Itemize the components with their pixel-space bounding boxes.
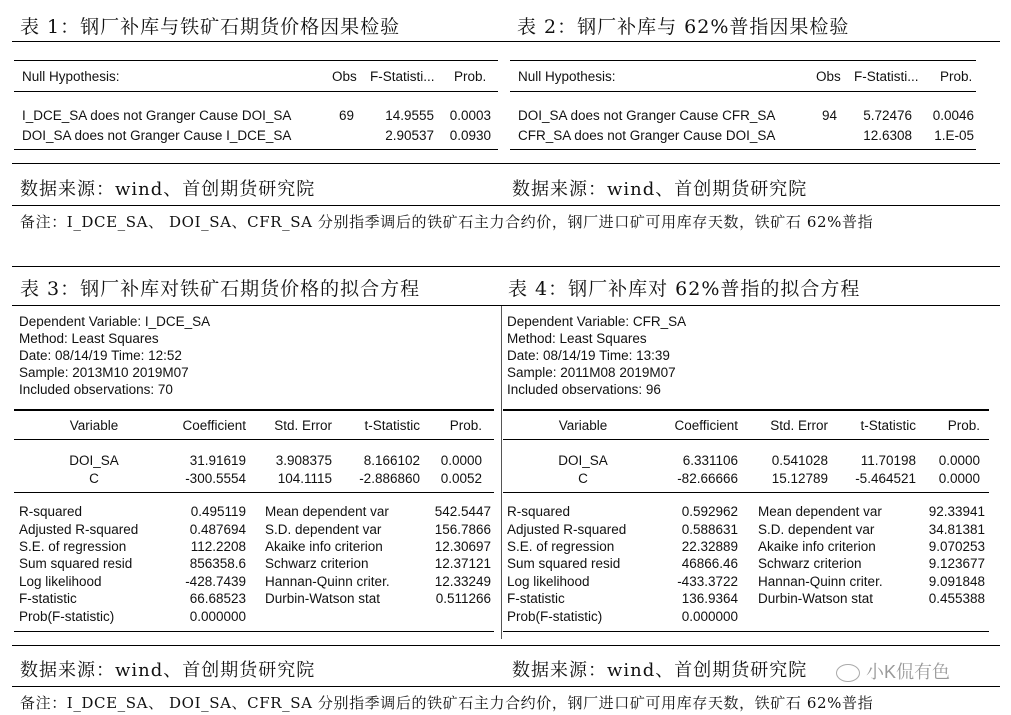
t2-header-hypothesis: Null Hypothesis: (518, 69, 616, 84)
watermark-text: 小K侃有色 (866, 662, 951, 682)
t3-row1-coef: 31.91619 (189, 453, 246, 468)
t4-stat-value: 9.070253 (928, 539, 985, 554)
t4-row2-stderr: 15.12789 (771, 471, 828, 486)
t4-stat-value: -433.3722 (677, 574, 738, 589)
t3-info-method: Method: Least Squares (19, 331, 159, 346)
t3-stat-label: Sum squared resid (19, 556, 133, 571)
table4 (503, 308, 989, 638)
t3-stat-value: 0.495119 (190, 504, 246, 519)
t4-stat-value: 0.000000 (681, 609, 738, 624)
t1-header-prob: Prob. (454, 69, 487, 84)
source-bottom-right: 数据来源：wind、首创期货研究院 (512, 660, 808, 681)
t4-row1-coef: 6.331106 (682, 453, 738, 468)
t1-header-hypothesis: Null Hypothesis: (22, 69, 120, 84)
table3 (14, 308, 494, 638)
t3-row1-stderr: 3.908375 (275, 453, 332, 468)
t1-row2-prob: 0.0930 (449, 128, 491, 143)
t4-stat-value: 9.091848 (928, 574, 985, 589)
t4-stat-value: 0.455388 (928, 591, 985, 606)
t1-header-obs: Obs (332, 69, 357, 84)
t2-row1-hypothesis: DOI_SA does not Granger Cause CFR_SA (518, 108, 776, 123)
t4-stat-label: Schwarz criterion (758, 556, 862, 571)
t3-stat-value: 156.7866 (434, 522, 491, 537)
t3-stat-value: 66.68523 (189, 591, 246, 606)
t3-stat-label: F-statistic (19, 591, 77, 606)
t1-header-fstat: F-Statisti... (370, 69, 435, 84)
t4-header-prob: Prob. (947, 418, 980, 433)
note-top: 备注：I_DCE_SA、 DOI_SA、CFR_SA 分别指季调后的铁矿石主力合约价，钢厂进口矿可用库存天数，铁矿石 62%普指 (20, 213, 874, 231)
source-bottom-left: 数据来源：wind、首创期货研究院 (20, 660, 316, 681)
t3-stat-value: 12.30697 (434, 539, 491, 554)
t3-stat-value: -428.7439 (185, 574, 246, 589)
t3-stat-label: S.E. of regression (19, 539, 127, 554)
t4-header-variable: Variable (558, 418, 608, 433)
t2-row1-obs: 94 (821, 108, 837, 123)
t3-info-dependent: Dependent Variable: I_DCE_SA (19, 314, 211, 329)
t3-info-obs: Included observations: 70 (19, 382, 173, 397)
table2 (510, 60, 976, 156)
t3-header-stderr: Std. Error (274, 418, 332, 433)
source-top-left: 数据来源：wind、首创期货研究院 (20, 179, 316, 200)
t2-header-prob: Prob. (940, 69, 973, 84)
t4-info-obs: Included observations: 96 (507, 382, 661, 397)
t3-row2-tstat: -2.886860 (359, 471, 420, 486)
t3-stat-label: Prob(F-statistic) (19, 609, 115, 624)
t4-stat-value: 0.588631 (681, 522, 738, 537)
t3-stat-value: 12.37121 (434, 556, 491, 571)
t4-row1-variable: DOI_SA (558, 453, 608, 468)
t3-header-coef: Coefficient (182, 418, 246, 433)
t3-row2-variable: C (89, 471, 99, 486)
t4-stat-value: 46866.46 (681, 556, 738, 571)
t4-stat-label: Hannan-Quinn criter. (758, 574, 883, 589)
t4-row2-tstat: -5.464521 (855, 471, 916, 486)
source-top-right: 数据来源：wind、首创期货研究院 (512, 179, 808, 200)
t3-stat-value: 112.2208 (190, 539, 246, 554)
t1-row2-fstat: 2.90537 (385, 128, 434, 143)
title-divider (12, 41, 1000, 42)
table1 (14, 60, 498, 156)
t3-header-prob: Prob. (449, 418, 482, 433)
t4-stat-value: 34.81381 (928, 522, 985, 537)
t3-row1-prob: 0.0000 (440, 453, 482, 468)
t4-info-dependent: Dependent Variable: CFR_SA (507, 314, 687, 329)
t4-stat-label: Durbin-Watson stat (758, 591, 874, 606)
t3-row1-tstat: 8.166102 (363, 453, 420, 468)
t1-row1-hypothesis: I_DCE_SA does not Granger Cause DOI_SA (22, 108, 292, 123)
t4-row2-prob: 0.0000 (938, 471, 980, 486)
t4-header-stderr: Std. Error (770, 418, 828, 433)
t3-stat-label: Adjusted R-squared (19, 522, 139, 537)
t4-stat-label: Prob(F-statistic) (507, 609, 603, 624)
t3-info-sample: Sample: 2013M10 2019M07 (19, 365, 189, 380)
t3-info-date: Date: 08/14/19 Time: 12:52 (19, 348, 182, 363)
t2-header-obs: Obs (816, 69, 841, 84)
t3-stat-label: S.D. dependent var (265, 522, 382, 537)
t1-row1-obs: 69 (338, 108, 354, 123)
t3-stat-label: Hannan-Quinn criter. (265, 574, 390, 589)
t2-row1-fstat: 5.72476 (863, 108, 912, 123)
t4-stat-label: F-statistic (507, 591, 565, 606)
t4-stat-value: 0.592962 (681, 504, 738, 519)
t4-info-date: Date: 08/14/19 Time: 13:39 (507, 348, 670, 363)
t4-stat-label: Sum squared resid (507, 556, 621, 571)
t4-stat-label: Adjusted R-squared (507, 522, 627, 537)
t4-info-method: Method: Least Squares (507, 331, 647, 346)
t4-header-coef: Coefficient (674, 418, 738, 433)
t4-stat-label: S.D. dependent var (758, 522, 875, 537)
table4-title: 表 4：钢厂补库对 62%普指的拟合方程 (508, 278, 861, 300)
t3-stat-value: 0.511266 (435, 591, 491, 606)
table1-title: 表 1：钢厂补库与铁矿石期货价格因果检验 (20, 16, 401, 38)
t3-stat-value: 0.000000 (189, 609, 246, 624)
t3-row1-variable: DOI_SA (69, 453, 119, 468)
t3-stat-label: R-squared (19, 504, 83, 519)
t4-stat-label: Akaike info criterion (758, 539, 876, 554)
t4-row2-coef: -82.66666 (677, 471, 738, 486)
t4-info-sample: Sample: 2011M08 2019M07 (507, 365, 676, 380)
t2-row1-prob: 0.0046 (932, 108, 974, 123)
t2-row2-hypothesis: CFR_SA does not Granger Cause DOI_SA (518, 128, 776, 143)
t1-row2-hypothesis: DOI_SA does not Granger Cause I_DCE_SA (22, 128, 292, 143)
t3-stat-value: 12.33249 (434, 574, 491, 589)
t3-stat-value: 0.487694 (189, 522, 246, 537)
t4-stat-label: R-squared (507, 504, 571, 519)
t4-stat-label: Mean dependent var (758, 504, 882, 519)
t3-stat-label: Log likelihood (19, 574, 102, 589)
t3-row2-coef: -300.5554 (185, 471, 246, 486)
t4-stat-value: 92.33941 (928, 504, 985, 519)
t3-stat-value: 856358.6 (189, 556, 246, 571)
t1-row1-prob: 0.0003 (449, 108, 491, 123)
t2-row2-fstat: 12.6308 (863, 128, 912, 143)
t4-row1-tstat: 11.70198 (860, 453, 916, 468)
t3-header-tstat: t-Statistic (364, 418, 420, 433)
t4-row1-prob: 0.0000 (938, 453, 980, 468)
table2-title: 表 2：钢厂补库与 62%普指因果检验 (517, 16, 850, 38)
t2-header-fstat: F-Statisti... (854, 69, 919, 84)
t1-row1-fstat: 14.9555 (385, 108, 434, 123)
t4-stat-value: 9.123677 (928, 556, 985, 571)
t4-header-tstat: t-Statistic (860, 418, 916, 433)
t4-stat-value: 136.9364 (681, 591, 738, 606)
t3-header-variable: Variable (69, 418, 119, 433)
watermark (836, 658, 950, 684)
t3-stat-label: Mean dependent var (265, 504, 389, 519)
table3-title: 表 3：钢厂补库对铁矿石期货价格的拟合方程 (20, 278, 421, 300)
t4-stat-label: S.E. of regression (507, 539, 615, 554)
t3-stat-label: Schwarz criterion (265, 556, 369, 571)
t3-stat-label: Akaike info criterion (265, 539, 383, 554)
t3-row2-stderr: 104.1115 (277, 471, 332, 486)
t4-row1-stderr: 0.541028 (771, 453, 828, 468)
t4-stat-label: Log likelihood (507, 574, 590, 589)
t3-row2-prob: 0.0052 (440, 471, 482, 486)
t4-row2-variable: C (578, 471, 588, 486)
wechat-icon (836, 664, 860, 682)
t3-stat-value: 542.5447 (434, 504, 491, 519)
t3-stat-label: Durbin-Watson stat (265, 591, 381, 606)
note-bottom: 备注：I_DCE_SA、 DOI_SA、CFR_SA 分别指季调后的铁矿石主力合约价，钢厂进口矿可用库存天数，铁矿石 62%普指 (20, 694, 874, 712)
t2-row2-prob: 1.E-05 (934, 128, 974, 143)
column-divider (501, 306, 502, 639)
t4-stat-value: 22.32889 (681, 539, 738, 554)
